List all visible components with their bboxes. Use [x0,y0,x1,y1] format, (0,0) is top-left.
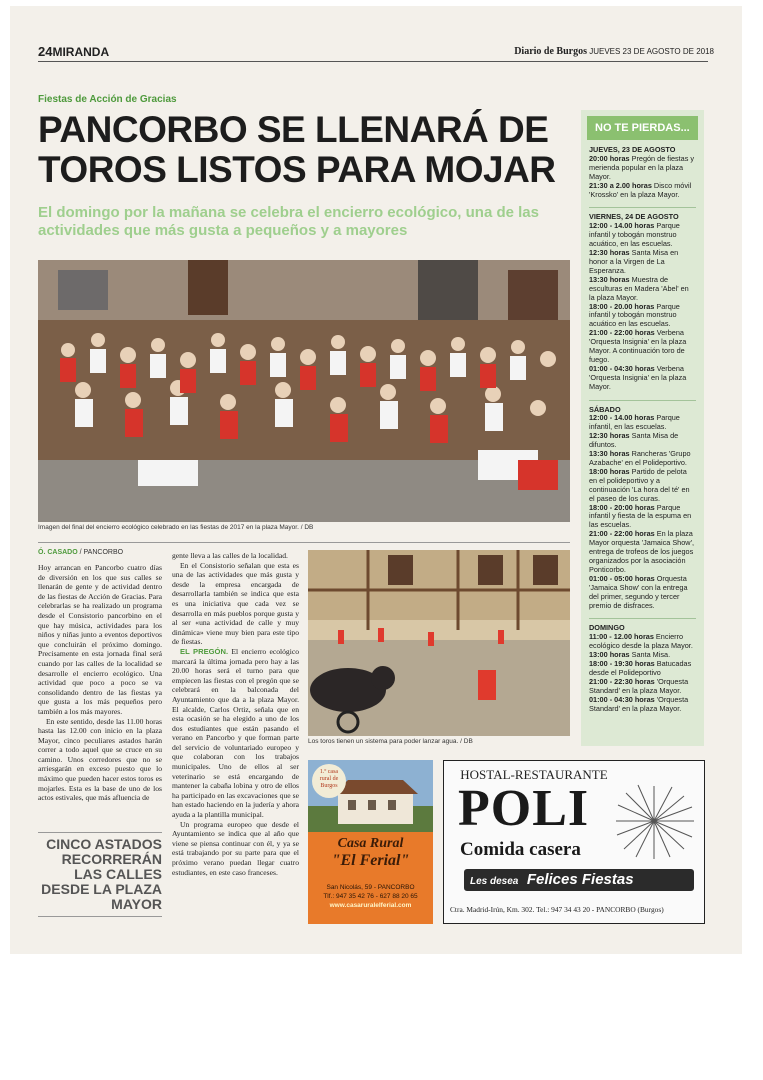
fireworks-icon [614,781,704,871]
agenda-event-text: Rancheras 'Grupo Azabache' en el Polideportivo. [589,449,691,467]
agenda-event-text: Encierro ecológico desde la plaza Mayor. [589,632,693,651]
agenda-event-text: Parque infantil, en las escuelas. [589,413,680,432]
author-name: Ó. CASADO [38,549,78,556]
agenda-day-heading: DOMINGO [589,618,696,633]
paragraph: Un programa europeo que desde el Ayuntamiento se indica que al año que viene se piensa continuar con él, y ya se está trabajando por su parte para que el próximo verano puedan llegar cuatro estudiantes, en este caso franceses. [172,819,299,877]
casa-rural-ad [308,760,433,924]
agenda-event-time: 12:00 - 14.00 horas [589,221,655,231]
agenda-event-time: 13:30 horas [589,449,630,459]
agenda-event [589,432,696,450]
agenda-event-text: Pregón de fiestas y merienda popular en la plaza Mayor. [589,153,695,181]
agenda-day-heading: VIERNES, 24 DE AGOSTO [589,207,696,222]
paragraph: gente lleva a las calles de la localidad. [172,551,288,560]
newspaper-page [10,6,742,954]
ad-greeting-small: Les desea [470,876,519,887]
agenda-event-time: 18:00 horas [589,466,630,476]
agenda-event-text: Disco móvil 'Krossko' en la plaza Mayor. [589,180,692,199]
photo-caption [38,524,570,532]
agenda-event-time: 21:00 - 22:30 horas [589,676,655,686]
ad-name-line1: Casa Rural [337,836,404,851]
ad-top-label: HOSTAL-RESTAURANTE [460,767,608,782]
agenda-event-time: 13:30 horas [589,274,630,284]
agenda-event-text: 'Orquesta Standard' en la plaza Mayor. [589,694,689,713]
agenda-event-text: Verbena 'Orquesta Insignia' en la plaza Mayor. A continuación toro de fuego. [589,328,687,364]
agenda-event [589,365,696,392]
ad-greeting-big: Felices Fiestas [526,871,634,888]
agenda-day-heading: JUEVES, 23 DE AGOSTO [589,145,676,154]
photo2-credit: / DB [460,738,473,745]
agenda-sidebar [581,110,704,746]
agenda-event-time: 01:00 - 04:30 horas [589,694,655,704]
agenda-event-time: 18:00 - 20:00 horas [589,502,655,512]
article-column-2 [172,551,299,877]
article-subheadline: El domingo por la mañana se celebra el encierro ecológico, una de las actividades que más gusta a pequeños y a mayores [38,204,539,239]
ad-phone: Tlf.: 947 35 42 76 - 627 88 20 65 [323,893,418,900]
agenda-event-time: 11:00 - 12.00 horas [589,632,654,642]
author-location: / PANCORBO [79,549,124,556]
ad-footer: Ctra. Madrid-Irún, Km. 302. Tel.: 947 34 43 20 - PANCORBO (Burgos) [450,905,664,914]
caption-divider [38,542,570,543]
agenda-event [589,249,696,276]
agenda-event [589,575,696,611]
agenda-event [589,329,696,365]
paragraph: Hoy arrancan en Pancorbo cuatro días de diversión en los que sus calles se llenarán de gente y de actividad dentro de las fiestas de Acción de Gracias. Para celebrarlas se ha realizado un programa desde el Consistorio pancorbino en el que hay música, actividades para los niños y niñas junto a eventos deportivos que concluirán el próximo domingo. Precisamente en esta jornada final será cuando por las calles de la localidad se desarrolle el encierro ecológico. Una actividad que poco a poco se va consolidando dentro de las fiestas ya que gusta a los más pequeños pero también a los más mayores. [38,563,162,716]
crowd-photo-illustration [38,260,570,522]
agenda-event [589,468,696,504]
subsection-label: EL PREGÓN. [180,646,229,656]
agenda-event-text: Parque infantil y fiesta de la espuma en las escuelas. [589,502,692,530]
award-badge [312,764,346,798]
ad-tagline: Comida casera [460,839,581,860]
badge-line: rural de [319,776,339,782]
agenda-event [589,504,696,531]
agenda-event-time: 12:30 horas [589,248,630,258]
paragraph: El encierro ecológico marcará la última jornada pero hay a las 20.00 horas será el turno para que empiecen las fiestas con el pregón que se celebrará en la balconada del Ayuntamiento que da a la plaza Mayor. El alcalde, Carlos Ortiz, señala que en esta ocasión se ha elegido a uno de los dos estudiantes que están pasando el verano en Pancorbo y que forman parte del servicio de voluntariado europeo y que colaboran con los trabajos municipales. Uno de ellos al ser veterinario se está encargando de mantener la cabaña lobina y otro de ellos ha participado en las excavaciones que se han estado haciendo en la judería y ahora ayuda a la plantilla municipal. [172,646,299,820]
ad-contact [308,883,433,910]
photo-credit: / DB [300,524,314,531]
agenda-event-text: Partido de pelota en el polideportivo y a continuación 'La hora del té' en el paseo de los curas. [589,466,690,503]
sidebar-body [581,146,704,713]
page-header-left [38,44,109,59]
agenda-event-time: 01:00 - 04:30 horas [589,363,655,373]
bull-photo-illustration [308,550,570,736]
agenda-event-text: Santa Misa de difuntos. [589,431,679,450]
agenda-event-time: 13:00 horas [589,650,630,660]
paragraph: En el Consistorio señalan que esta es una de las actividades que más gusta y desde la empresa encargada de desarrollarla también se indica que esta es una iniciativa que cada vez se desarrolla en más pueblos porque gusta y al ser «una actividad de calle y muy dinámica» viene muy bien para este tipo de fiestas. [172,560,299,647]
agenda-event-text: En la plaza Mayor orquesta 'Jamaica Show', entrega de trofeos de los juegos organizados por la asociación Ponticorbo. [589,529,694,574]
agenda-event-time: 21:00 - 22:00 horas [589,529,655,539]
agenda-event-text: Orquesta 'Jamaica Show' con la entrega del primer, segundo y tercer premio de disfraces. [589,573,688,610]
header-divider [38,61,708,62]
ad-photo [308,760,433,832]
ad-address: San Nicolás, 59 - PANCORBO [326,884,415,891]
agenda-event-text: Muestra de esculturas en Madera 'Abel' en la plaza Mayor. [589,274,689,302]
ad-website: www.casaruralelferial.com [329,902,412,909]
agenda-event [589,696,696,714]
agenda-event-time: 18:00 - 19:30 horas [589,659,655,669]
ad-poli-name: POLI [458,780,590,837]
badge-line: 1.º casa [319,769,339,775]
agenda-event-time: 12:30 horas [589,431,630,441]
publication-name: Diario de Burgos [514,46,587,57]
photo2-caption-text: Los toros tienen un sistema para poder lanzar agua. [308,738,459,745]
sidebar-title: NO TE PIERDAS... [587,116,698,140]
ad-greeting [464,869,694,891]
article-section-label: Fiestas de Acción de Gracias [38,94,177,105]
agenda-event-time: 20:00 horas [589,153,630,163]
photo-caption-text: Imagen del final del encierro ecológico celebrado en las fiestas de 2017 en la plaza Mayor. [38,524,299,531]
agenda-event [589,222,696,249]
agenda-event-text: Verbena 'Orquesta Insignia' en la plaza Mayor. [589,363,687,391]
agenda-event-time: 18:00 - 20.00 horas [589,301,655,311]
agenda-event [589,414,696,432]
paragraph: En este sentido, desde las 11.00 horas hasta las 12.00 con inicio en la plaza Mayor, cinco peculiares astados harán correr a todo aquel que se cruce en su camino. Unos corredores que no se arriesgarán en exceso puesto que lo máximo que pueden hacer estos toros es mojarles. Esta es la base de uno de los actos estivales, que más afluencia de [38,716,162,803]
section-name: MIRANDA [52,45,110,59]
agenda-event [589,633,696,651]
publication-date: JUEVES 23 DE AGOSTO DE 2018 [589,47,714,56]
photo2-caption [308,738,570,746]
agenda-event-time: 01:00 - 05:00 horas [589,573,655,583]
poli-ad [443,760,705,924]
agenda-event [589,530,696,575]
page-header-right [514,46,714,57]
article-column-1 [38,563,162,803]
agenda-event-text: 'Orquesta Standard' en la plaza Mayor. [589,676,689,695]
crowd-photo [38,260,570,522]
ad-name-line2: "El Ferial" [331,852,410,869]
agenda-event [589,660,696,678]
ad-name [308,836,433,870]
agenda-event-text: Parque infantil y tobogán monstruo acuático en las escuelas. [589,301,680,329]
agenda-event-text: Parque infantil y tobogán monstruo acuático, en las escuelas. [589,221,680,249]
bull-photo [308,550,570,736]
agenda-event [589,155,696,182]
agenda-event-text: Santa Misa en honor a la Virgen de La Esperanza. [589,248,679,275]
byline [38,549,123,556]
agenda-event-text: Batucadas desde el Polideportivo [589,659,692,677]
page-number: 24 [38,44,53,59]
agenda-event [589,678,696,696]
agenda-event-time: 21:30 a 2.00 horas [589,180,652,190]
agenda-event-text: Santa Misa. [629,650,671,660]
pull-quote: CINCO ASTADOS RECORRERÁN LAS CALLES DESDE LA PLAZA MAYOR [38,832,162,917]
agenda-event [589,182,696,200]
agenda-event [589,276,696,303]
agenda-event-time: 21:00 - 22:00 horas [589,328,655,338]
agenda-day-heading: SÁBADO [589,400,696,415]
agenda-event [589,450,696,468]
article-headline: PANCORBO SE LLENARÁ DE TOROS LISTOS PARA MOJAR [38,109,556,190]
agenda-event-time: 12:00 - 14.00 horas [589,413,655,423]
badge-line: Burgos [320,783,338,789]
agenda-event [589,303,696,330]
